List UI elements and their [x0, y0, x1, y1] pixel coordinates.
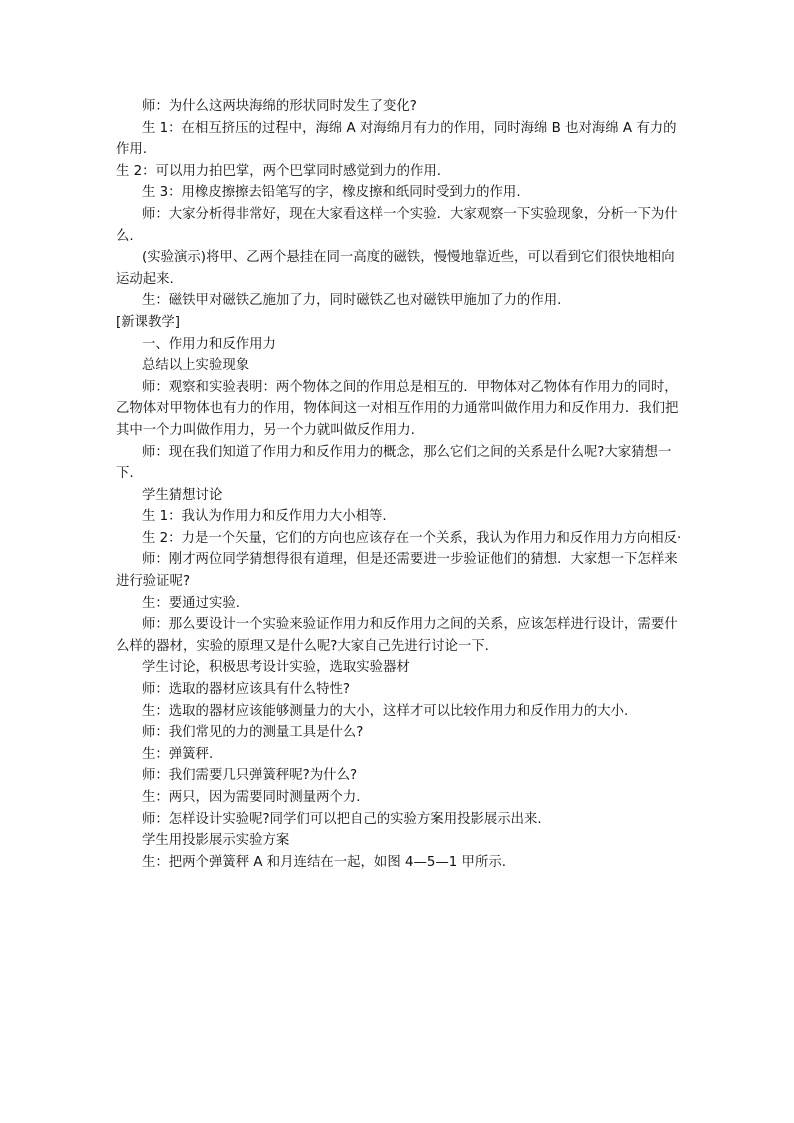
paragraph-summary: 总结以上实验现象: [142, 358, 250, 374]
paragraph-teacher-question-sponges: 师：为什么这两块海绵的形状同时发生了变化?: [142, 99, 417, 114]
paragraph-student-3-eraser: 生 3：用橡皮擦擦去铅笔写的字，橡皮擦和纸同时受到力的作用.: [142, 185, 521, 201]
paragraph-student-measure-force: 生：选取的器材应该能够测量力的大小，这样才可以比较作用力和反作用力的大小.: [142, 703, 629, 719]
paragraph-student-two: 生：两只，因为需要同时测量两个力.: [142, 790, 361, 805]
paragraph-student-magnets: 生：磁铁甲对磁铁乙施加了力，同时磁铁乙也对磁铁甲施加了力的作用.: [142, 293, 562, 309]
paragraph-student-experiment: 生：要通过实验.: [142, 595, 240, 611]
paragraph-student-2-opposite: 生 2：力是一个矢量，它们的方向也应该存在一个关系，我认为作用力和反作用力方向相反·: [142, 530, 682, 546]
paragraph-student-projection: 学生用投影展示实验方案: [142, 833, 290, 849]
paragraph-student-discussion-equipment: 学生讨论，积极思考设计实验，选取实验器材: [142, 660, 410, 676]
paragraph-teacher-experiment: 师：大家分析得非常好，现在大家看这样一个实验．大家观察一下实验现象，分析一下为什么.: [116, 206, 678, 244]
paragraph-experiment-demo: (实验演示)将甲、乙两个悬挂在同一高度的磁铁，慢慢地靠近些，可以看到它们很快地相向运动起来.: [116, 250, 675, 287]
paragraph-student-1-equal: 生 1：我认为作用力和反作用力大小相等.: [142, 509, 387, 525]
paragraph-teacher-design: 师：那么要设计一个实验来验证作用力和反作用力之间的关系，应该怎样进行设计，需要什么样的器材，实验的原理又是什么呢?大家自己先进行讨论一下.: [116, 617, 678, 654]
paragraph-student-1-sponges: 生 1：在相互挤压的过程中，海绵 A 对海绵月有力的作用，同时海绵 B 也对海绵 A 有力的作用.: [116, 120, 677, 158]
paragraph-teacher-how-many: 师：我们需要几只弹簧秤呢?为什么?: [142, 768, 358, 784]
paragraph-student-spring-scale: 生：弹簧秤.: [142, 746, 214, 762]
paragraph-teacher-tool: 师：我们常见的力的测量工具是什么?: [142, 725, 364, 741]
paragraph-teacher-project: 师：怎样设计实验呢?同学们可以把自己的实验方案用投影展示出来.: [142, 811, 542, 827]
paragraph-teacher-relationship: 师：现在我们知道了作用力和反作用力的概念，那么它们之间的关系是什么呢?大家猜想一下.: [116, 444, 672, 482]
document-body: [116, 96, 682, 873]
section-title-action-reaction: 一、作用力和反作用力: [142, 336, 276, 352]
paragraph-student-guess-discussion: 学生猜想讨论: [142, 487, 223, 503]
paragraph-teacher-verify: 师：刚才两位同学猜想得很有道理，但是还需要进一步验证他们的猜想．大家想一下怎样来进行验证呢?: [116, 552, 678, 590]
section-heading-new-lesson: [新课教学]: [116, 314, 181, 330]
paragraph-student-2-clap: 生 2：可以用力拍巴掌，两个巴掌同时感觉到力的作用.: [116, 163, 442, 179]
paragraph-teacher-equipment-property: 师：选取的器材应该具有什么特性?: [142, 682, 350, 698]
paragraph-teacher-observation: 师：观察和实验表明：两个物体之间的作用总是相互的．甲物体对乙物体有作用力的同时，乙物体对甲物体也有力的作用，物体间这一对相互作用的力通常叫做作用力和反作用力．我们把其中一个力叫做作用力，另一个力就叫做反作用力.: [116, 379, 679, 438]
paragraph-student-connect-scales: 生：把两个弹簧秤 A 和月连结在一起，如图 4—5—1 甲所示.: [142, 854, 506, 870]
